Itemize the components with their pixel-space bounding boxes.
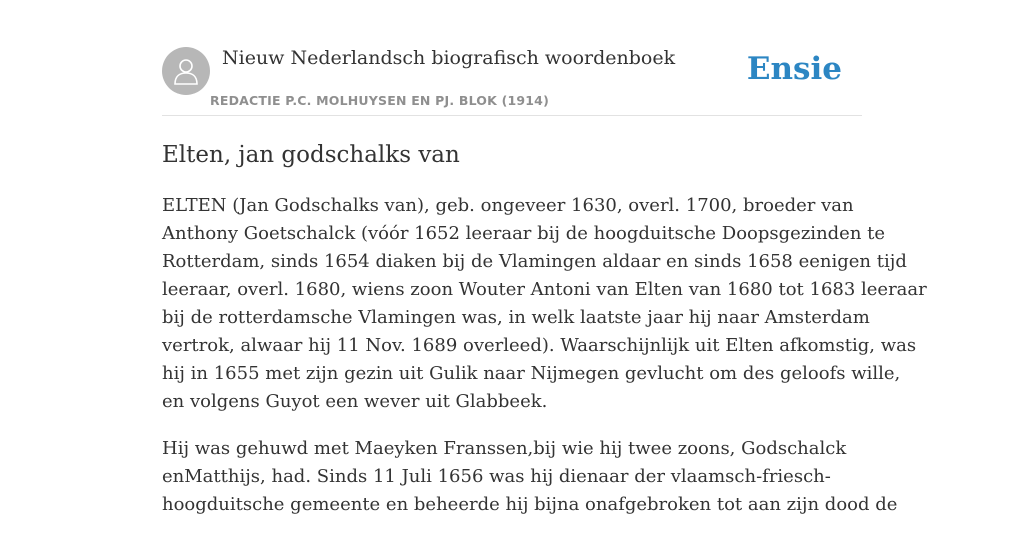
paragraph-1: [162, 192, 927, 416]
text-line: leeraar, overl. 1680, wiens zoon Wouter Antoni van Elten van 1680 tot 1683 leeraar: [162, 279, 927, 300]
source-header: [162, 0, 862, 116]
brand-logo[interactable]: Ensie: [746, 51, 842, 87]
article-title: Elten, jan godschalks van: [162, 142, 460, 168]
source-editors: REDACTIE P.C. MOLHUYSEN EN PJ. BLOK (1914): [210, 93, 549, 108]
text-line: vertrok, alwaar hij 11 Nov. 1689 overleed). Waarschijnlijk uit Elten afkomstig, was: [162, 335, 917, 356]
text-line: en volgens Guyot een wever uit Glabbeek.: [162, 391, 548, 412]
page: [162, 0, 927, 515]
text-line: hij in 1655 met zijn gezin uit Gulik naar Nijmegen gevlucht om des geloofs wille,: [162, 363, 901, 384]
text-line: Anthony Goetschalck (vóór 1652 leeraar bij de hoogduitsche Doopsgezinden te: [162, 223, 886, 244]
source-title-link[interactable]: Nieuw Nederlandsch biografisch woordenboek: [222, 47, 676, 69]
text-line: Rotterdam, sinds 1654 diaken bij de Vlamingen aldaar en sinds 1658 eenigen tijd: [162, 251, 907, 272]
article-body: [162, 192, 927, 538]
text-line: enMatthijs, had. Sinds 11 Juli 1656 was hij dienaar der vlaamsch-friesch-: [162, 466, 831, 487]
text-line: hoogduitsche gemeente en beheerde hij bijna onafgebroken tot aan zijn dood de: [162, 494, 898, 515]
avatar[interactable]: [162, 47, 210, 95]
text-line: ELTEN (Jan Godschalks van), geb. ongeveer 1630, overl. 1700, broeder van: [162, 195, 854, 216]
text-line: Hij was gehuwd met Maeyken Franssen,bij wie hij twee zoons, Godschalck: [162, 438, 847, 459]
user-silhouette-icon: [172, 56, 200, 86]
text-line: bij de rotterdamsche Vlamingen was, in welk laatste jaar hij naar Amsterdam: [162, 307, 870, 328]
paragraph-2: [162, 435, 898, 519]
